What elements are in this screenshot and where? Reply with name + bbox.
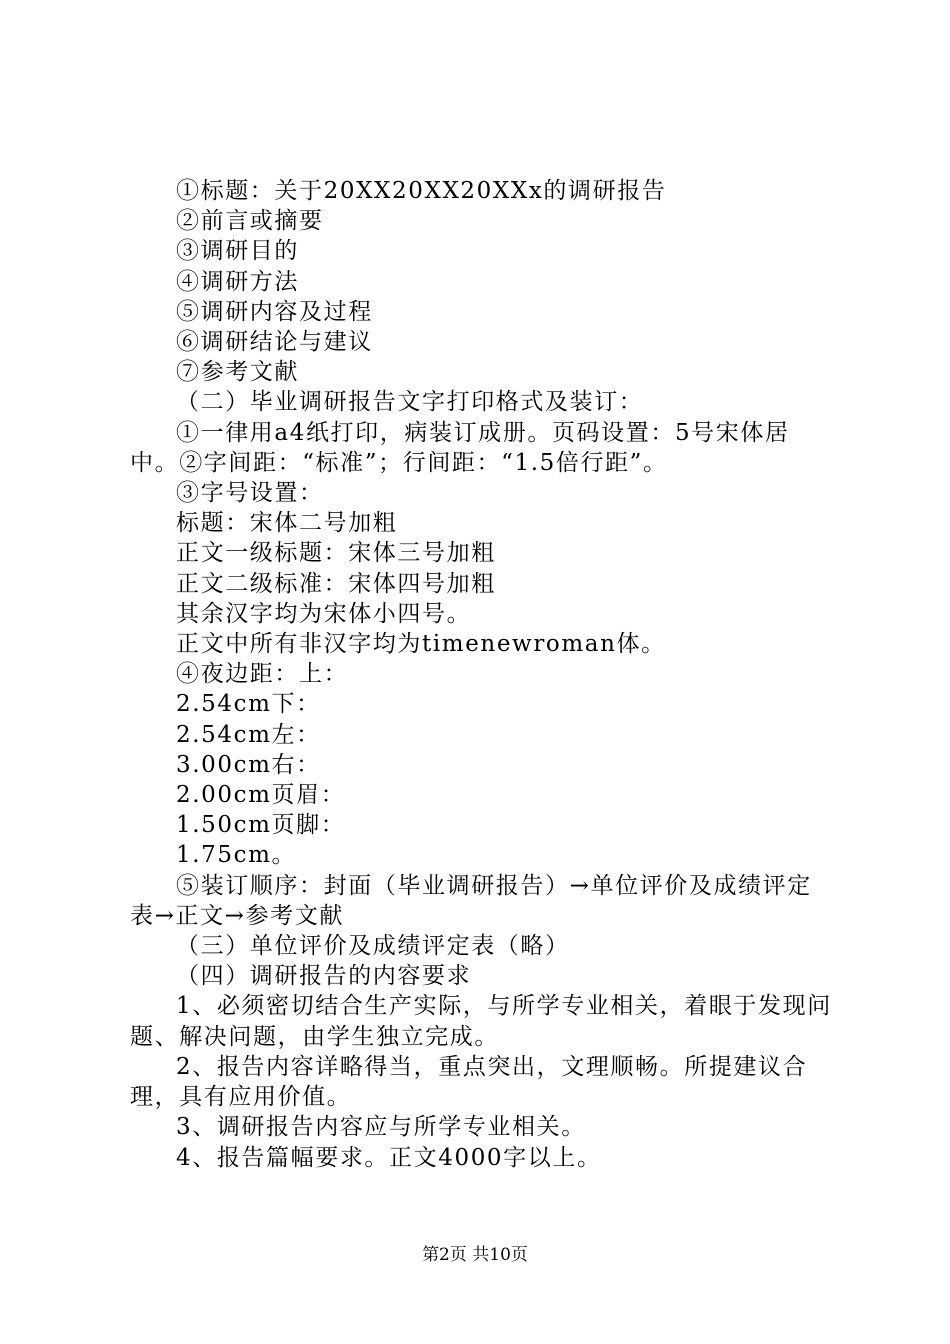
paragraph-header-margin: 1.50cm页脚： [176, 812, 346, 839]
paragraph-requirement-4: 4、报告篇幅要求。正文4000字以上。 [176, 1144, 602, 1171]
list-item-references: ⑦参考文献 [176, 359, 299, 386]
paragraph-footer-margin: 1.75cm。 [176, 842, 297, 869]
paragraph-margin-top: 2.54cm下： [176, 691, 321, 718]
section-heading-evaluation: （三）单位评价及成绩评定表（略） [176, 933, 570, 960]
paragraph-level2-font: 正文二级标准：宋体四号加粗 [176, 570, 496, 597]
list-item-preface: ②前言或摘要 [176, 208, 324, 235]
list-item-title: ①标题：关于20XX20XX20XXx的调研报告 [176, 178, 667, 204]
paragraph-requirement-2: 2、报告内容详略得当，重点突出，文理顺畅。所提建议合理，具有应用价值。 [130, 1053, 808, 1111]
page-number-footer: 第2页 共10页 [422, 1245, 528, 1265]
section-heading-format: （二）毕业调研报告文字打印格式及装订： [176, 389, 644, 416]
paragraph-body-font: 其余汉字均为宋体小四号。 [176, 600, 472, 627]
paragraph-margin-heading: ④夜边距：上： [176, 661, 349, 688]
list-item-content: ⑤调研内容及过程 [176, 298, 373, 325]
document-body [130, 176, 836, 1173]
paragraph-requirement-1: 1、必须密切结合生产实际，与所学专业相关，着眼于发现问题、解决问题，由学生独立完成。 [130, 993, 832, 1050]
paragraph-paper-spacing: ①一律用a4纸打印，病装订成册。页码设置：5号宋体居中。②字间距：“标准”；行间距：“1.5倍行距”。 [130, 419, 790, 476]
paragraph-margin-right: 2.00cm页眉： [176, 782, 346, 809]
paragraph-binding-order: ⑤装订顺序：封面（毕业调研报告）→单位评价及成绩评定表→正文→参考文献 [130, 872, 812, 929]
paragraph-font-size: ③字号设置： [176, 480, 324, 507]
paragraph-requirement-3: 3、调研报告内容应与所学专业相关。 [176, 1114, 586, 1141]
paragraph-margin-bottom: 2.54cm左： [176, 721, 321, 748]
paragraph-latin-font: 正文中所有非汉字均为timenewroman体。 [176, 631, 666, 658]
list-item-method: ④调研方法 [176, 268, 299, 295]
paragraph-title-font: 标题：宋体二号加粗 [176, 510, 398, 537]
paragraph-level1-font: 正文一级标题：宋体三号加粗 [176, 540, 496, 567]
paragraph-margin-left: 3.00cm右： [176, 751, 321, 778]
list-item-purpose: ③调研目的 [176, 238, 299, 265]
section-heading-requirements: （四）调研报告的内容要求 [176, 963, 472, 990]
list-item-conclusion: ⑥调研结论与建议 [176, 329, 373, 356]
